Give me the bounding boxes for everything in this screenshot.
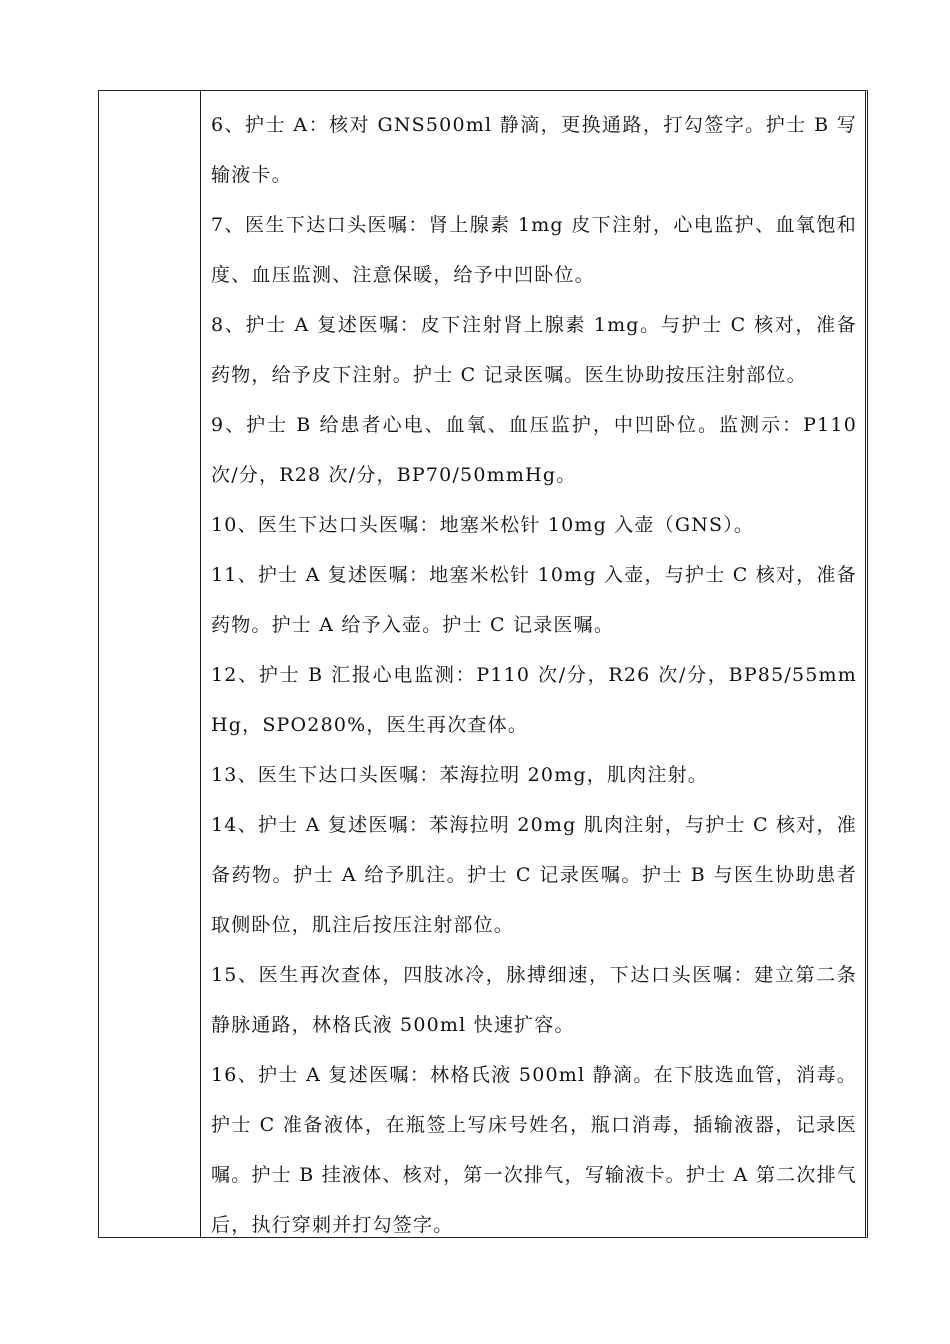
step-7: 7、医生下达口头医嘱：肾上腺素 1mg 皮下注射，心电监护、血氧饱和度、血压监测、注意保暖，给予中凹卧位。 xyxy=(211,214,857,286)
step-12: 12、护士 B 汇报心电监测：P110 次/分，R26 次/分，BP85/55mmHg，SPO280%，医生再次查体。 xyxy=(211,664,857,736)
step-16: 16、护士 A 复述医嘱：林格氏液 500ml 静滴。在下肢选血管，消毒。护士 C 准备液体，在瓶签上写床号姓名，瓶口消毒，插输液器，记录医嘱。护士 B 挂液体、核对，第一次排气，写输液卡。护士 A 第二次排气后，执行穿刺并打勾签字。 xyxy=(211,1064,857,1236)
step-8: 8、护士 A 复述医嘱：皮下注射肾上腺素 1mg。与护士 C 核对，准备药物，给予皮下注射。护士 C 记录医嘱。医生协助按压注射部位。 xyxy=(211,314,857,386)
step-14: 14、护士 A 复述医嘱：苯海拉明 20mg 肌肉注射，与护士 C 核对，准备药物。护士 A 给予肌注。护士 C 记录医嘱。护士 B 与医生协助患者取侧卧位，肌注后按压注射部位。 xyxy=(211,814,857,936)
procedure-table xyxy=(98,90,868,1238)
step-11: 11、护士 A 复述医嘱：地塞米松针 10mg 入壶，与护士 C 核对，准备药物。护士 A 给予入壶。护士 C 记录医嘱。 xyxy=(211,564,857,636)
step-6: 6、护士 A：核对 GNS500ml 静滴，更换通路，打勾签字。护士 B 写输液卡。 xyxy=(211,114,857,186)
step-13: 13、医生下达口头医嘱：苯海拉明 20mg，肌肉注射。 xyxy=(211,764,708,786)
step-15: 15、医生再次查体，四肢冰冷，脉搏细速，下达口头医嘱：建立第二条静脉通路，林格氏液 500ml 快速扩容。 xyxy=(211,964,857,1036)
step-10: 10、医生下达口头医嘱：地塞米松针 10mg 入壶（GNS）。 xyxy=(211,514,755,536)
table-left-cell xyxy=(99,91,201,1237)
step-9: 9、护士 B 给患者心电、血氧、血压监护，中凹卧位。监测示：P110 次/分，R28 次/分，BP70/50mmHg。 xyxy=(211,414,857,486)
table-content-cell xyxy=(201,91,865,1237)
